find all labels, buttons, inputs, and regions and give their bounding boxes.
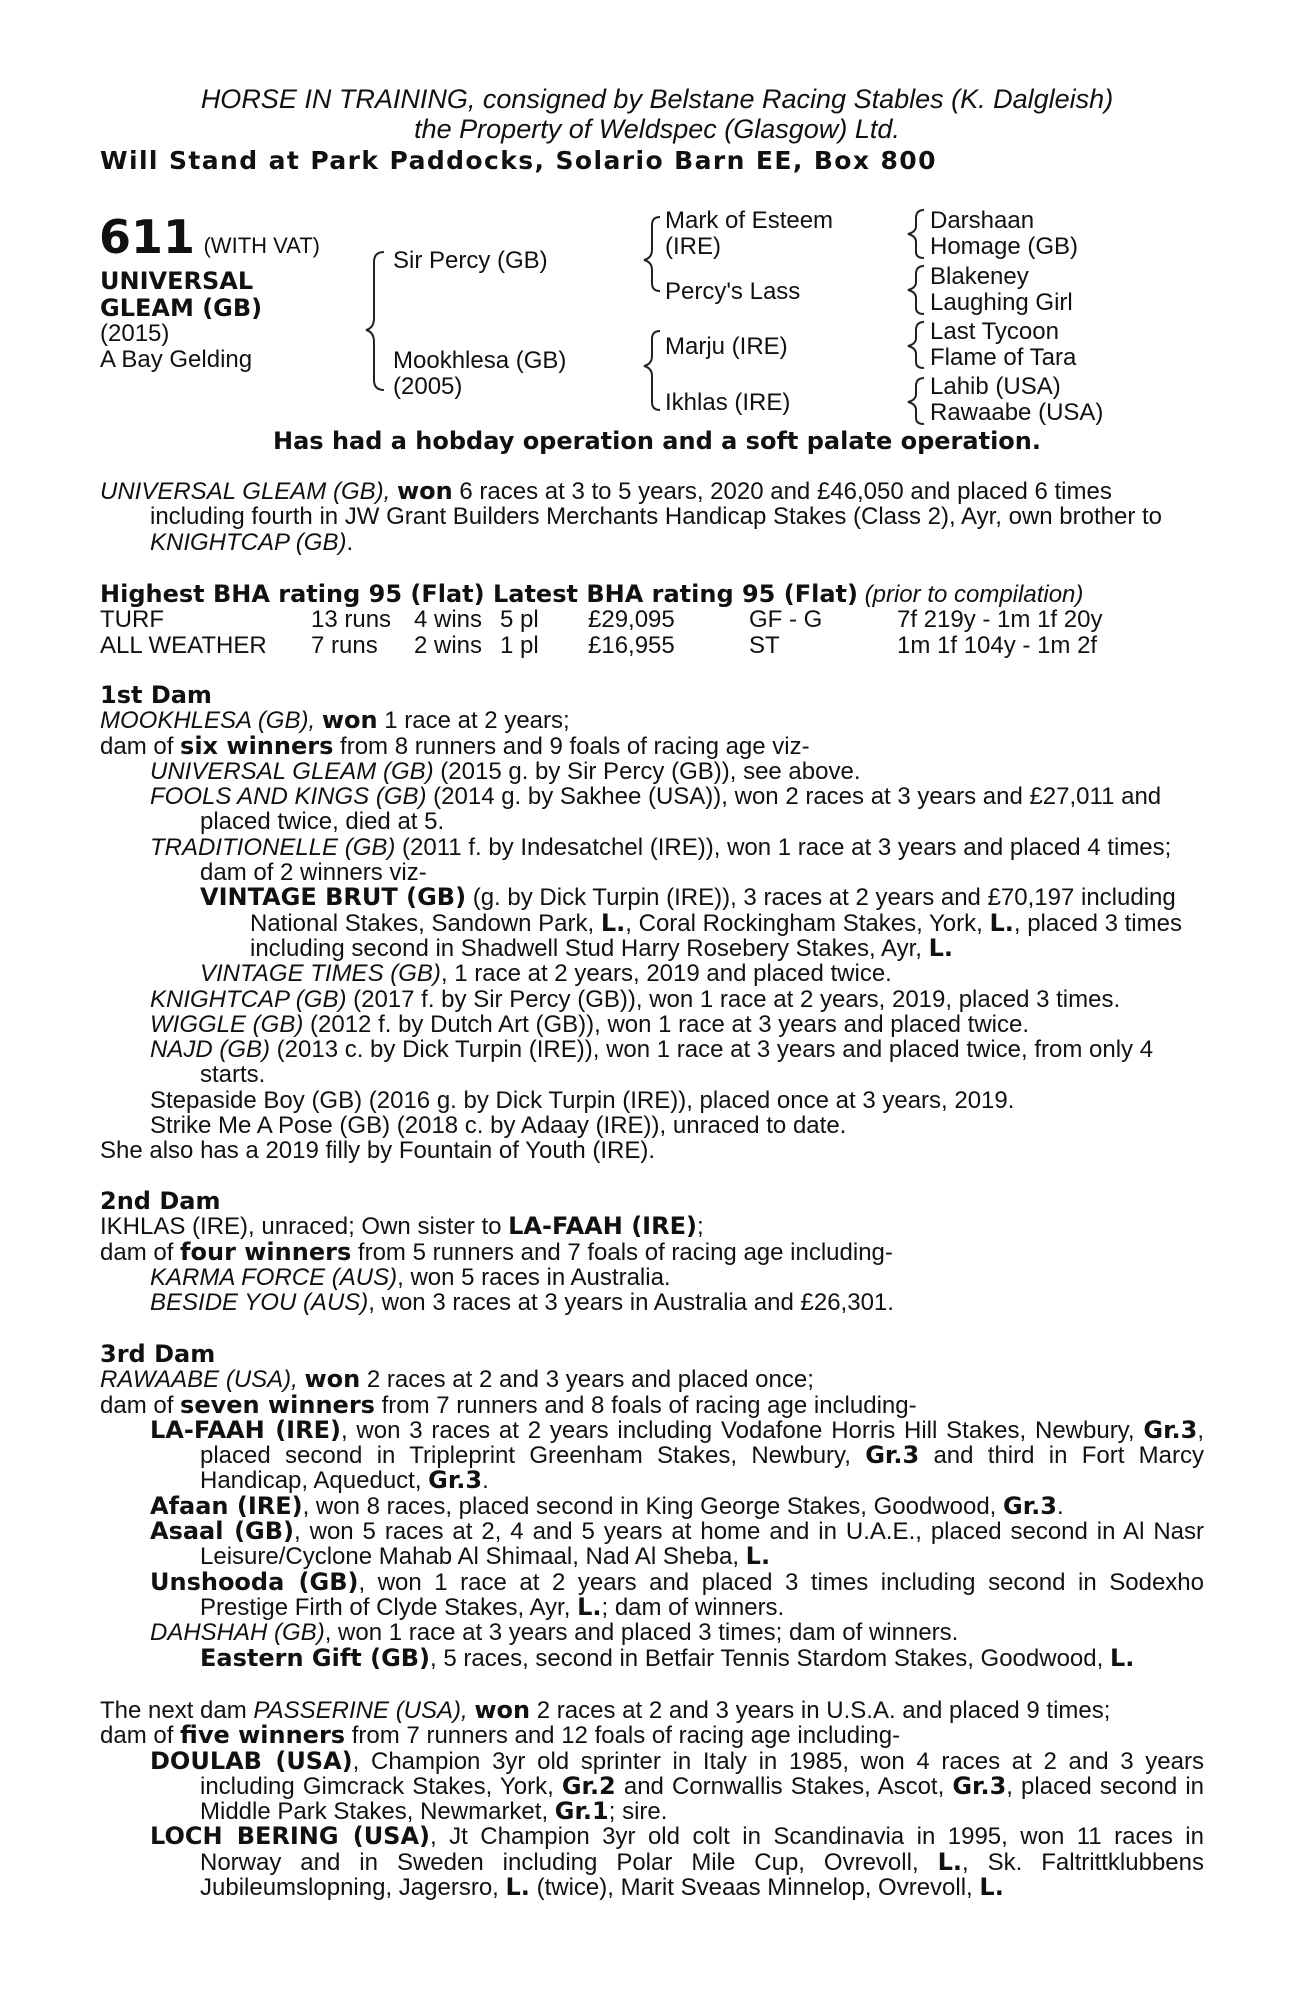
next-dam-section: The next dam PASSERINE (USA), won 2 races at 2 and 3 years in U.S.A. and placed 9 times; dam of five winners from 7 runners and 12 foals of racing age including- DOULAB (USA), Champion 3yr old sprinter in Italy in 1985, won 4 races at 2 and 3 years including Gimcrack Stakes, York, Gr.2 and Cornwallis Stakes, Ascot, Gr.3, placed second in Middle Park Stakes, Newmarket, Gr.1; sire. LOCH BERING (USA), Jt Champion 3yr old colt in Scandinavia in 1995, won 11 races in Norway and in Sweden including Polar Mile Cup, Ovrevoll, L., Sk. Faltrittklubbens Jubileumslopning, Jagersro, L. (twice), Marit Sveaas Minnelop, Ovrevoll, L. [100,1696,1204,1902]
grandsire-2: Blakeney [930,263,1029,290]
dam-year: (2005) [393,373,463,400]
horse-ref: UNIVERSAL GLEAM (GB), [100,478,391,505]
vat-label: (WITH VAT) [203,233,320,258]
lot-number: 611 [99,210,196,264]
grandsire-3: Last Tycoon [930,318,1059,345]
granddam-3: Flame of Tara [930,344,1077,371]
intro-paragraph: UNIVERSAL GLEAM (GB), won 6 races at 3 to 5 years, 2020 and £46,050 and placed 6 times including fourth in JW Grant Builders Merchants Handicap Stakes (Class 2), Ayr, own brother to KNIGHTCAP (GB). [100,477,1163,556]
pedigree-brackets [0,0,1314,440]
granddam-1: Homage (GB) [930,233,1079,260]
dam-sire: Marju (IRE) [665,333,788,360]
sire-sire-line2: (IRE) [665,233,721,260]
header-property: the Property of Weldspec (Glasgow) Ltd. [414,114,900,144]
grandsire-1: Darshaan [930,207,1035,234]
header-location: Will Stand at Park Paddocks, Solario Barn EE, Box 800 [100,146,937,175]
header-consignor: HORSE IN TRAINING, consigned by Belstane Racing Stables (K. Dalgleish) [200,84,1114,114]
second-dam-section: 2nd Dam IKHLAS (IRE), unraced; Own sister to LA-FAAH (IRE); dam of four winners from 5 runners and 7 foals of racing age including- KARMA FORCE (AUS), won 5 races in Australia. BESIDE YOU (AUS), won 3 races at 3 years in Australia and £26,301. [100,1189,1204,1315]
sire-dam: Percy's Lass [665,278,801,305]
granddam-2: Laughing Girl [930,289,1073,316]
third-dam-section: 3rd Dam RAWAABE (USA), won 2 races at 2 and 3 years and placed once; dam of seven winners from 7 runners and 8 foals of racing age including- LA-FAAH (IRE), won 3 races at 2 years including Vodafone Horris Hill Stakes, Newbury, Gr.3, placed second in Tripleprint Greenham Stakes, Newbury, Gr.3 and third in Fort Marcy Handicap, Aqueduct, Gr.3. Afaan (IRE), won 8 races, placed second in King George Stakes, Goodwood, Gr.3. Asaal (GB), won 5 races at 2, 4 and 5 years at home and in U.A.E., placed second in Al Nasr Leisure/Cyclone Mahab Al Shimaal, Nad Al Sheba, L. Unshooda (GB), won 1 race at 2 years and placed 3 times including second in Sodexho Prestige Firth of Clyde Stakes, Ayr, L.; dam of winners. DAHSHAH (GB), won 1 race at 3 years and placed 3 times; dam of winners. Eastern Gift (GB), 5 races, second in Betfair Tennis Stardom Stakes, Goodwood, L. [100,1340,1205,1672]
dam-dam: Ikhlas (IRE) [665,389,791,416]
first-dam-section: 1st Dam MOOKHLESA (GB), won 1 race at 2 years; dam of six winners from 8 runners and 9 foals of racing age viz- UNIVERSAL GLEAM (GB) (2015 g. by Sir Percy (GB)), see above. FOOLS AND KINGS (GB) (2014 g. by Sakhee (USA)), won 2 races at 3 years and £27,011 and placed twice, died at 5. TRADITIONELLE (GB) (2011 f. by Indesatchel (IRE)), won 1 race at 3 years and placed 4 times; dam of 2 winners viz- VINTAGE BRUT (GB) (g. by Dick Turpin (IRE)), 3 races at 2 years and £70,197 including National Stakes, Sandown Park, L., Coral Rockingham Stakes, York, L., placed 3 times including second in Shadwell Stud Harry Rosebery Stakes, Ayr, L. VINTAGE TIMES (GB), 1 race at 2 years, 2019 and placed twice. KNIGHTCAP (GB) (2017 f. by Sir Percy (GB)), won 1 race at 2 years, 2019, placed 3 times. WIGGLE (GB) (2012 f. by Dutch Art (GB)), won 1 race at 3 years and placed twice. NAJD (GB) (2013 c. by Dick Turpin (IRE)), won 1 race at 3 years and placed twice, from only 4 starts. Stepaside Boy (GB) (2016 g. by Dick Turpin (IRE)), placed once at 3 years, 2019. Strike Me A Pose (GB) (2018 c. by Adaay (IRE)), unraced to date. She also has a 2019 filly by Fountain of Youth (IRE). [100,683,1204,1164]
brother-ref: KNIGHTCAP (GB) [150,528,347,556]
horse-year: (2015) [100,320,170,347]
sire-sire-line1: Mark of Esteem [665,207,834,234]
dam: Mookhlesa (GB) [393,347,567,374]
granddam-4: Rawaabe (USA) [930,399,1104,426]
horse-name-line1: UNIVERSAL [100,267,254,295]
ratings-row-allweather: ALL WEATHER 7 runs 2 wins 1 pl £16,955 ST 1m 1f 104y - 1m 2f [100,632,1098,659]
third-dam-heading: 3rd Dam [100,1340,216,1368]
surgery-note: Has had a hobday operation and a soft palate operation. [273,427,1041,455]
second-dam-heading: 2nd Dam [100,1187,221,1215]
grandsire-4: Lahib (USA) [930,373,1061,400]
sire: Sir Percy (GB) [393,247,548,274]
ratings-row-turf: TURF 13 runs 4 wins 5 pl £29,095 GF - G 7f 219y - 1m 1f 20y [100,606,1103,633]
horse-name-line2: GLEAM (GB) [100,294,263,322]
first-dam-heading: 1st Dam [100,681,212,709]
ratings-heading: Highest BHA rating 95 (Flat) Latest BHA rating 95 (Flat) (prior to compilation) [100,580,1084,608]
horse-description: A Bay Gelding [100,346,253,373]
